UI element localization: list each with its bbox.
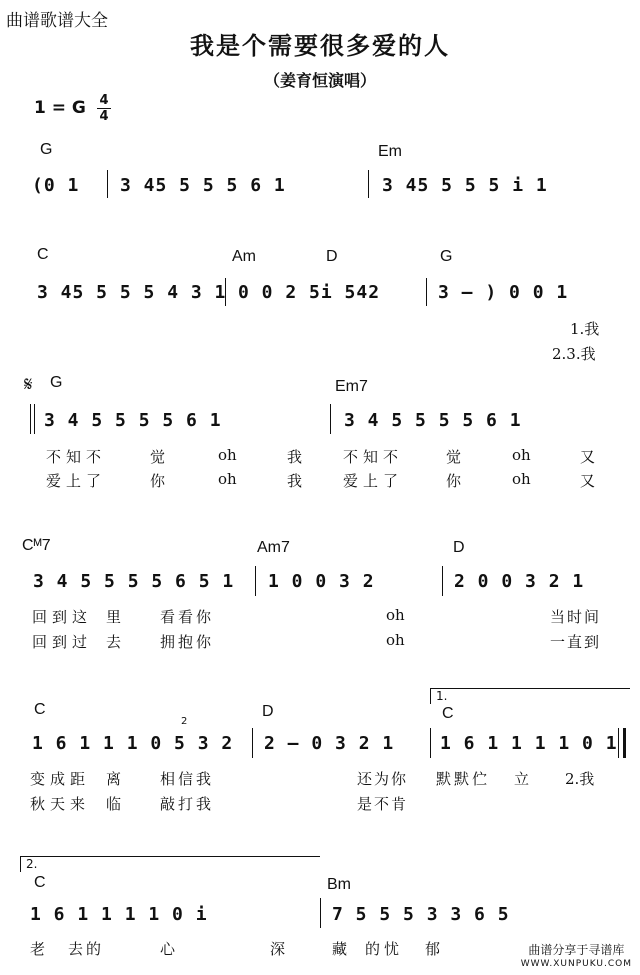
lyric: 临	[106, 795, 122, 813]
lyric: 藏	[332, 940, 348, 958]
repeat-end-thick	[623, 728, 626, 758]
lyric: 还为你	[357, 770, 409, 788]
lyric: 老	[30, 940, 46, 958]
lyric: 不知不	[46, 448, 107, 466]
lyric: 去	[106, 633, 122, 651]
lyric: 觉	[446, 448, 462, 466]
barline	[252, 728, 253, 758]
chord-symbol: G	[440, 248, 453, 265]
lyric: oh	[386, 631, 405, 649]
barline	[430, 728, 431, 758]
segno-sign: 𝄋	[24, 372, 33, 396]
lyric: 心	[160, 940, 176, 958]
lyric: 我	[287, 472, 303, 490]
lyric: 默默伫	[436, 770, 491, 788]
notation-measure: 1 6 1 1 1 1 0 i	[30, 904, 208, 925]
lyric: 深	[270, 940, 286, 958]
lyric: 我	[287, 448, 303, 466]
notation-measure: 1 6 1 1 1 1 0 1	[440, 733, 618, 754]
chord-symbol: Cᴹ7	[22, 537, 51, 554]
barline	[320, 898, 321, 928]
lyric: 又	[580, 472, 596, 490]
notation-measure: 2 – 0 3 2 1	[264, 733, 395, 754]
volta-bracket-1	[430, 688, 630, 704]
lyric: 觉	[150, 448, 166, 466]
lyric: 离	[106, 770, 122, 788]
volta-bracket-2	[20, 856, 320, 872]
barline	[330, 404, 331, 434]
lyric: oh	[386, 606, 405, 624]
chord-symbol: Em	[378, 143, 402, 160]
repeat-start-thin	[34, 404, 35, 434]
chord-symbol: G	[50, 374, 63, 391]
barline	[426, 278, 427, 306]
lyric: 回到过	[32, 633, 93, 651]
barline	[255, 566, 256, 596]
notation-measure: 1 0 0 3 2	[268, 571, 375, 592]
barline	[442, 566, 443, 596]
notation-measure: 7 5 5 5 3 3 6 5	[332, 904, 510, 925]
lyric: 看看你	[160, 608, 215, 626]
chord-symbol: G	[40, 141, 53, 158]
lyric: 去的	[68, 940, 105, 958]
notation-measure: 3 – ) 0 0 1	[438, 282, 569, 303]
chord-symbol: D	[453, 539, 465, 556]
grace-note: 2	[181, 716, 188, 727]
notation-measure: 3 45 5 5 5 6 1	[120, 175, 286, 196]
lyric: 郁	[425, 940, 441, 958]
lyric: 爱上了	[343, 472, 404, 490]
chord-symbol: D	[326, 248, 338, 265]
barline	[225, 278, 226, 306]
notation-measure: 3 4 5 5 5 5 6 1	[44, 410, 222, 431]
lyric: 不知不	[343, 448, 404, 466]
chord-symbol: C	[37, 246, 49, 263]
chord-symbol: Am7	[257, 539, 290, 556]
key-signature: 1 = G	[34, 98, 86, 118]
notation-measure: 3 45 5 5 5 4 3 1	[37, 282, 227, 303]
lyric: 相信我	[160, 770, 215, 788]
lyric: 拥抱你	[160, 633, 215, 651]
lyric: 你	[150, 472, 166, 490]
chord-symbol: D	[262, 703, 274, 720]
lyric: 一直到	[550, 633, 602, 651]
lyric: 变成距	[30, 770, 91, 788]
chord-symbol: C	[34, 874, 46, 891]
lyric: oh	[218, 446, 237, 464]
lyric: 当时间	[550, 608, 602, 626]
lyric: 又	[580, 448, 596, 466]
meter-top: 4	[99, 93, 109, 108]
watermark-text: 曲谱分享于寻谱库	[528, 943, 625, 957]
notation-measure: 3 45 5 5 5 i 1	[382, 175, 548, 196]
notation-measure: (0 1	[32, 175, 80, 196]
song-subtitle: （姜育恒演唱）	[263, 71, 376, 90]
lyric: 敲打我	[160, 795, 215, 813]
time-signature	[97, 94, 111, 123]
lyric: 你	[446, 472, 462, 490]
lyric: 爱上了	[46, 472, 107, 490]
notation-measure: 3 4 5 5 5 5 6 1	[344, 410, 522, 431]
lyric: 立	[514, 770, 530, 788]
notation-measure: 2 0 0 3 2 1	[454, 571, 585, 592]
lyric: 秋天来	[30, 795, 91, 813]
chord-symbol: C	[34, 701, 46, 718]
chord-symbol: Em7	[335, 378, 368, 395]
lyric: 里	[106, 608, 122, 626]
lyric: 的忧	[365, 940, 404, 958]
volta-number: 2.	[26, 857, 38, 871]
barline	[107, 170, 108, 198]
lyric: oh	[218, 470, 237, 488]
repeat-end-thin	[618, 728, 619, 758]
chord-symbol: C	[442, 705, 454, 722]
watermark-url: WWW.XUNPUKU.COM	[520, 959, 632, 969]
volta-number: 1.	[436, 689, 448, 703]
lyric-pickup: 1.我	[570, 320, 600, 338]
song-title: 我是个需要很多爱的人	[190, 32, 450, 60]
chord-symbol: Bm	[327, 876, 351, 893]
barline	[368, 170, 369, 198]
chord-symbol: Am	[232, 248, 256, 265]
site-watermark-bottom	[521, 943, 632, 971]
lyric: 2.我	[565, 770, 595, 788]
meter-bottom: 4	[99, 109, 109, 124]
lyric: 回到这	[32, 608, 93, 626]
notation-measure: 1 6 1 1 1 0 5 3 2	[32, 733, 234, 754]
lyric: oh	[512, 470, 531, 488]
lyric: oh	[512, 446, 531, 464]
notation-measure: 0 0 2 5i 542	[238, 282, 381, 303]
site-watermark: 曲谱歌谱大全	[6, 11, 108, 31]
notation-measure: 3 4 5 5 5 5 6 5 1	[33, 571, 235, 592]
repeat-start-thick	[30, 404, 31, 434]
lyric-pickup: 2.3.我	[552, 345, 596, 363]
lyric: 是不肯	[357, 795, 409, 813]
